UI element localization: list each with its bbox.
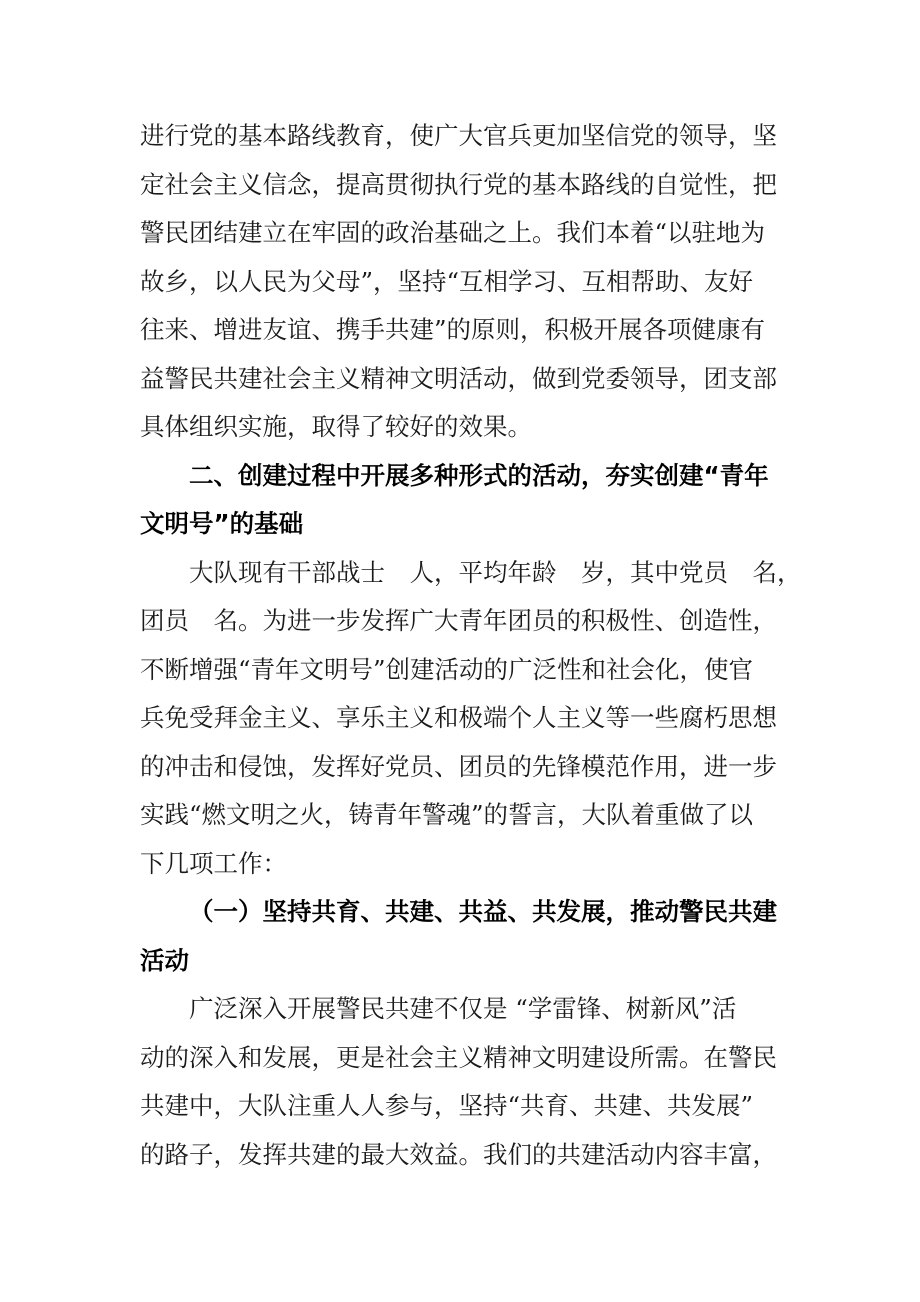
- heading-line: （一）坚持共育、共建、共益、共发展，推动警民共建: [189, 897, 777, 926]
- document-body: [140, 112, 802, 1179]
- heading-line: 文明号”的基础: [140, 509, 304, 538]
- text-line: 不断增强“青年文明号”创建活动的广泛性和社会化，使官: [140, 654, 754, 684]
- text-line: 警民团结建立在牢固的政治基础之上。我们本着“以驻地为: [140, 218, 766, 247]
- text-line: 的冲击和侵蚀，发挥好党员、团员的先锋模范作用，进一步: [140, 751, 777, 781]
- text-line: 具体组织实施，取得了较好的效果。: [140, 412, 532, 441]
- text-line: 动的深入和发展，更是社会主义精神文明建设所需。在警民: [140, 1042, 777, 1072]
- text-line: 益警民共建社会主义精神文明活动，做到党委领导，团支部: [140, 363, 777, 393]
- text-line: 大队现有干部战士 人，平均年龄 岁，其中党员 名，: [189, 557, 802, 587]
- heading-line: 二、创建过程中开展多种形式的活动，夯实创建“青年: [189, 460, 769, 490]
- subsection-heading: [140, 888, 790, 985]
- text-line: 兵免受拜金主义、享乐主义和极端个人主义等一些腐朽思想: [140, 703, 777, 732]
- text-line: 故乡，以人民为父母”，坚持“互相学习、互相帮助、友好: [140, 266, 754, 296]
- text-line: 下几项工作：: [140, 848, 287, 878]
- section-heading: [140, 452, 790, 549]
- paragraph: [140, 549, 802, 889]
- text-line: 实践“燃文明之火，铸青年警魂”的誓言，大队着重做了以: [140, 800, 754, 829]
- text-line: 进行党的基本路线教育，使广大官兵更加坚信党的领导，坚: [140, 121, 777, 150]
- paragraph: [140, 112, 790, 452]
- text-line: 广泛深入开展警民共建不仅是 “学雷锋、树新风”活: [189, 994, 737, 1023]
- text-line: 定社会主义信念，提高贯彻执行党的基本路线的自觉性，把: [140, 169, 777, 199]
- text-line: 往来、增进友谊、携手共建”的原则，积极开展各项健康有: [140, 315, 766, 344]
- text-line: 团员 名。为进一步发挥广大青年团员的积极性、创造性，: [140, 606, 777, 635]
- text-line: 的路子，发挥共建的最大效益。我们的共建活动内容丰富，: [140, 1139, 777, 1169]
- paragraph: [140, 985, 790, 1179]
- text-line: 共建中，大队注重人人参与，坚持“共育、共建、共发展”: [140, 1091, 754, 1120]
- heading-line: 活动: [140, 945, 189, 975]
